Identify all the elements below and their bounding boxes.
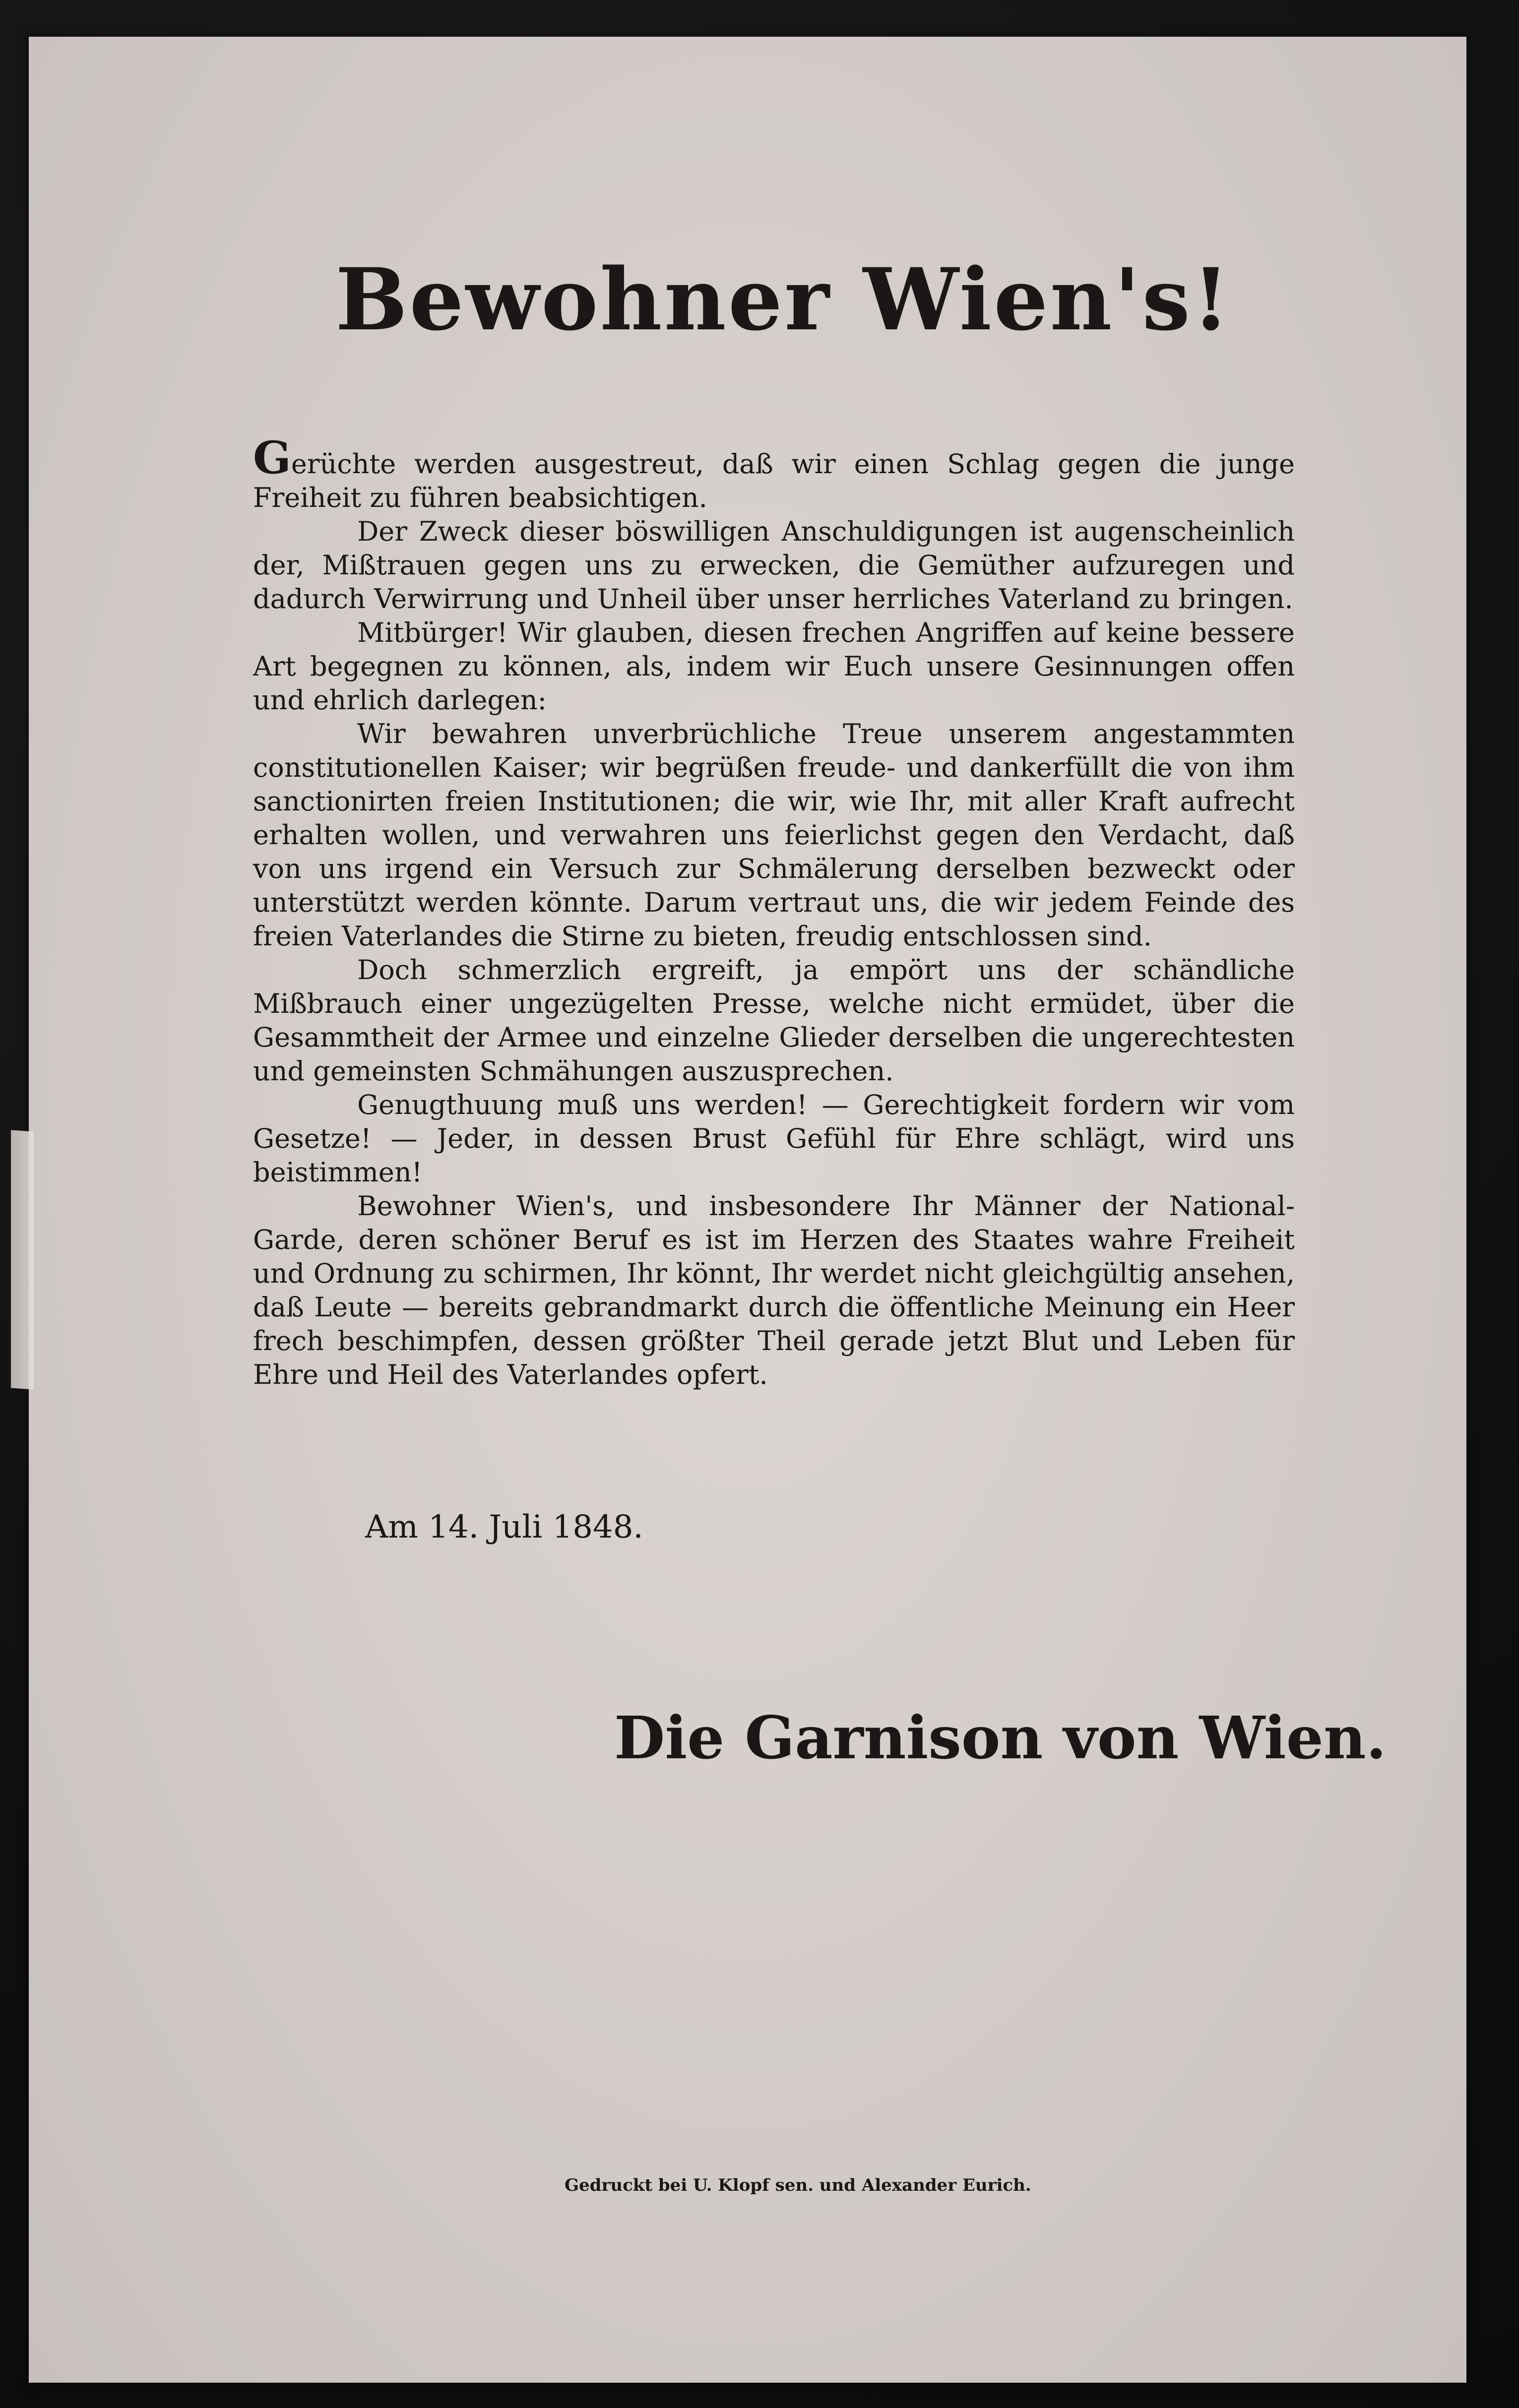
paragraph: Bewohner Wien's, und insbesondere Ihr Männer der National-Garde, deren schöner Beruf es ist im Herzen des Staates wahre Freiheit und Ordnung zu schirmen, Ihr könnt, Ihr werdet nicht gleichgültig ansehen, daß Leute — bereits gebrandmarkt durch die öffentliche Meinung ein Heer frech beschimpfen, dessen größter Theil gerade jetzt Blut und Leben für Ehre und Heil des Vaterlandes opfert. — [253, 1190, 1295, 1390]
paragraph: Der Zweck dieser böswilligen Anschuldigungen ist augenscheinlich der, Mißtrauen gegen uns zu erwecken, die Gemüther aufzuregen und dadurch Verwirrung und Unheil über unser herrliches Vaterland zu bringen. — [253, 516, 1295, 615]
paragraph: Wir bewahren unverbrüchliche Treue unserem angestammten constitutionellen Kaiser; wir begrüßen freude- und dankerfüllt die von ihm sanctionirten freien Institutionen; die wir, wie Ihr, mit aller Kraft aufrecht erhalten wollen, und verwahren uns feierlichst gegen den Verdacht, daß von uns irgend ein Versuch zur Schmälerung derselben bezweckt oder unterstützt werden könnte. Darum vertraut uns, die wir jedem Feinde des freien Vaterlandes die Stirne zu bieten, freudig entschlossen sind. — [253, 718, 1295, 952]
poster-title: Bewohner Wien's! — [335, 249, 1232, 350]
paragraph: Genugthuung muß uns werden! — Gerechtigkeit fordern wir vom Gesetze! — Jeder, in dessen Brust Gefühl für Ehre schlägt, wird uns beistimmen! — [253, 1089, 1295, 1188]
poster-sheet — [29, 37, 1466, 2383]
poster-body — [253, 432, 1295, 1392]
date-line: Am 14. Juli 1848. — [365, 1509, 643, 1545]
paper-fold-tab — [11, 1130, 34, 1389]
paragraph: Mitbürger! Wir glauben, diesen frechen Angriffen auf keine bessere Art begegnen zu können, als, indem wir Euch unsere Gesinnungen offen und ehrlich darlegen: — [253, 617, 1295, 716]
paragraph: Gerüchte werden ausgestreut, daß wir einen Schlag gegen die junge Freiheit zu führen beabsichtigen. — [253, 432, 1295, 513]
printer-imprint: Gedruckt bei U. Klopf sen. und Alexander Eurich. — [565, 2175, 1031, 2195]
paragraph: Doch schmerzlich ergreift, ja empört uns der schändliche Mißbrauch einer ungezügelten Presse, welche nicht ermüdet, über die Gesammtheit der Armee und einzelne Glieder derselben die ungerechtesten und gemeinsten Schmähungen auszusprechen. — [253, 954, 1295, 1087]
signature: Die Garnison von Wien. — [614, 1703, 1387, 1772]
